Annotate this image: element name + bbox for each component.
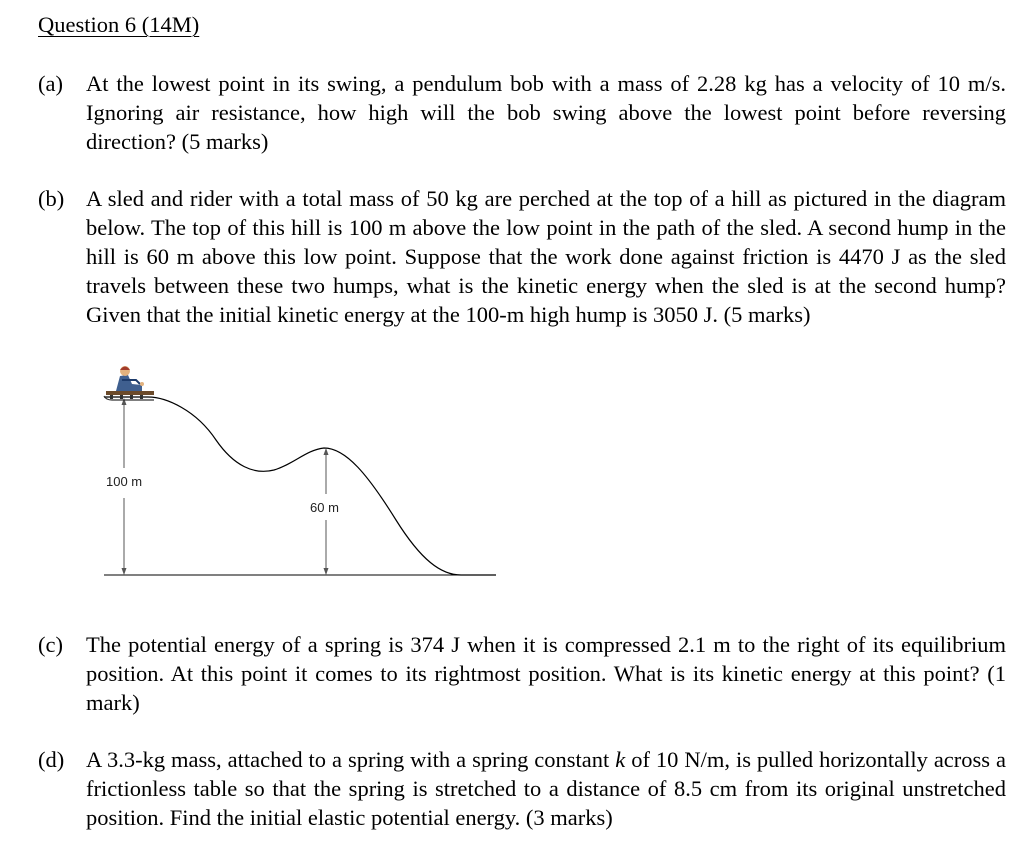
spring-constant-symbol: k — [615, 747, 626, 772]
part-b-text: A sled and rider with a total mass of 50 kg are perched at the top of a hill as pictured in the diagram below. The top of this hill is 100 m above the low point in the path of the sled. A second hump in the hill is 60 m above this low point. Suppose that the work done against friction is 4470 J as the sled travels between these two humps, what is the kinetic energy when the sled is at the second hump? Given that the initial kinetic energy at the 100-m high hump is 3050 J. (5 marks) — [86, 186, 1006, 327]
arrowhead-top-100 — [122, 398, 127, 405]
question-part-b — [38, 184, 1006, 329]
question-part-a — [38, 69, 1006, 156]
part-a-label: (a) — [38, 71, 63, 96]
label-100m: 100 m — [106, 474, 143, 489]
part-d-label: (d) — [38, 747, 65, 772]
hill-profile — [104, 397, 496, 575]
arrowhead-bottom-60 — [324, 568, 329, 575]
question-part-d — [38, 745, 1006, 832]
part-a-text: At the lowest point in its swing, a pendulum bob with a mass of 2.28 kg has a velocity of 10 m/s. Ignoring air resistance, how high will the bob swing above the lowest point before reversing direction? (5 marks) — [86, 71, 1006, 154]
part-d-text-before: A 3.3-kg mass, attached to a spring with a spring constant — [86, 747, 616, 772]
sled-rider-icon — [104, 366, 154, 400]
part-b-label: (b) — [38, 186, 65, 211]
part-c-text: The potential energy of a spring is 374 J when it is compressed 2.1 m to the right of its equilibrium position. At this point it comes to its rightmost position. What is its kinetic energy at this point? (1 mark) — [86, 632, 1006, 715]
arrowhead-bottom-100 — [122, 568, 127, 575]
hill-diagram — [96, 360, 506, 585]
question-part-c — [38, 630, 1006, 717]
question-title: Question 6 (14M) — [38, 12, 200, 37]
label-60m: 60 m — [310, 500, 339, 515]
part-d-text — [86, 745, 1006, 832]
arrowhead-top-60 — [324, 448, 329, 455]
part-d-text-after: of 10 N/m, is pulled horizontally across a frictionless table so that the spring is stretched to a distance of 8.5 cm from its original unstretched position. Find the initial elastic potential energy. (3 marks) — [86, 747, 1006, 830]
part-c-label: (c) — [38, 632, 63, 657]
